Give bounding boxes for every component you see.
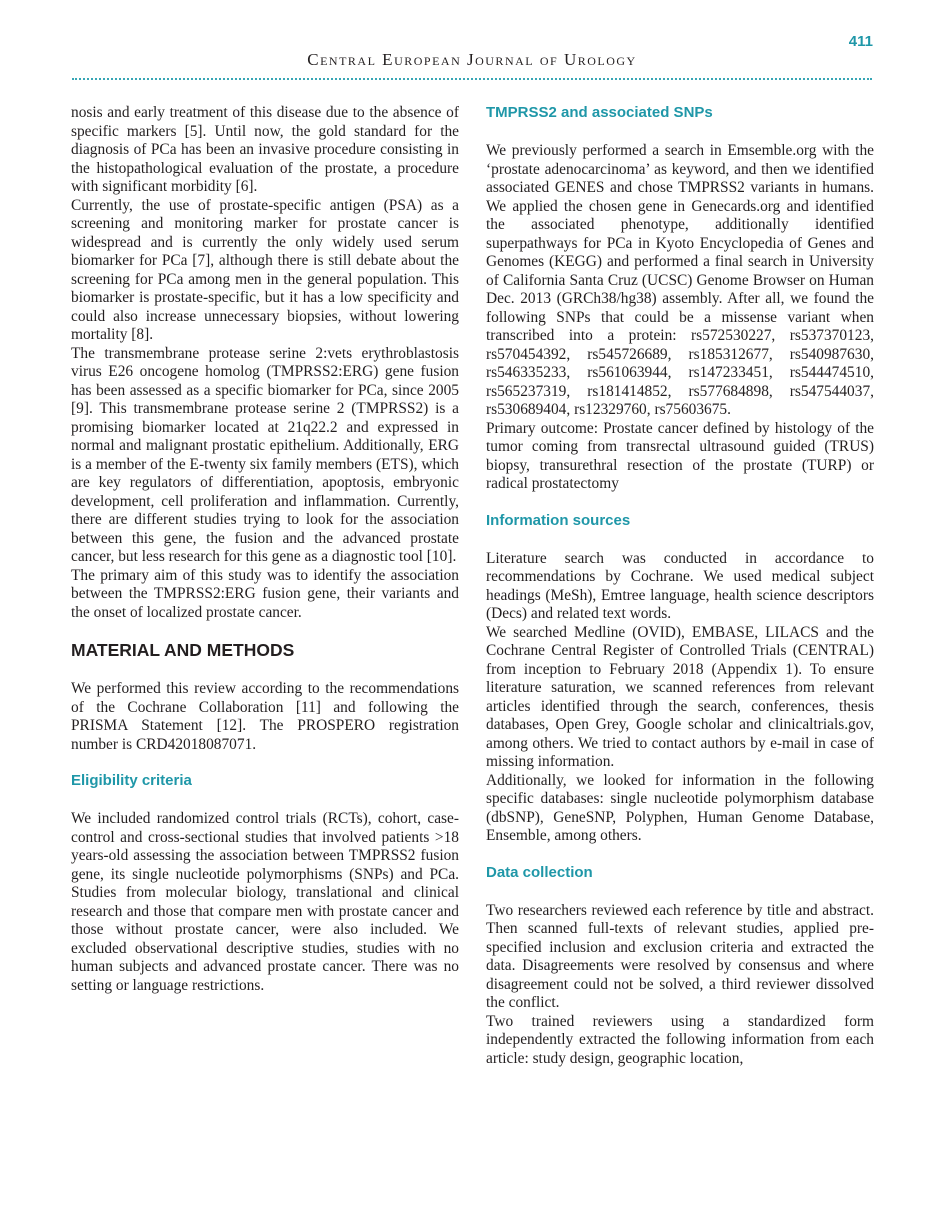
information-sources-heading: Information sources (486, 511, 631, 529)
header-divider (72, 78, 872, 80)
tmprss2-heading: TMPRSS2 and associated SNPs (486, 104, 713, 121)
intro-paragraph-3: The transmembrane protease serine 2:vets erythroblastosis virus E26 oncogene homolog (TMPRSS2:ERG) gene fusion has been assessed as a specific biomarker for PCa, since 2005 [9]. This transmembrane protease serine 2 (TMPRSS2) is a promising biomarker located at 21q22.2 and expressed in normal and malignant prostatic epithelium. Additionally, ERG is a member of the E-twenty six family members (ETS), which are key regulators of differentiation, apoptosis, embryonic development, cell proliferation and inflammation. Currently, there are different studies trying to look for the association between this gene, the fusion and the advanced prostate cancer, but less research for this gene as a diagnostic tool [10]. (71, 344, 459, 565)
intro-paragraph-4: The primary aim of this study was to identify the association between the TMPRSS2:ERG fusion gene, their variants and the onset of localized prostate cancer. (71, 566, 459, 621)
page-number: 411 (848, 33, 873, 50)
information-paragraph-3: Additionally, we looked for information in the following specific databases: single nucleotide polymorphism database (dbSNP), GeneSNP, Polyphen, Human Genome Database, Ensemble, among others. (486, 771, 874, 844)
tmprss2-paragraph-1: We previously performed a search in Emsemble.org with the ‘prostate adenocarcinoma’ as keyword, and then we identified associated GENES and chose TMPRSS2 variants in humans. We applied the chosen gene in Genecards.org and identified the associated phenotype, additionally identified superpathways for PCa in Kyoto Encyclopedia of Genes and Genomes (KEGG) and performed a final search in University of California Santa Cruz (UCSC) Genome Browser on Human Dec. 2013 (GRCh38/hg38) assembly. After all, we found the following SNPs that could be a missense variant when transcribed into a protein: rs572530227, rs537370123, rs570454392, rs545726689, rs185312677, rs540987630, rs546335233, rs561063944, rs147233451, rs544474510, rs565237319, rs181414852, rs577684898, rs547544037, rs530689404, rs12329760, rs75603675. (486, 142, 874, 418)
data-collection-paragraph-2: Two trained reviewers using a standardized form independently extracted the following information from each article: study design, geographic location, (486, 1012, 874, 1067)
right-column (486, 104, 874, 1068)
tmprss2-paragraph-2: Primary outcome: Prostate cancer defined by histology of the tumor coming from transrectal ultrasound guided (TRUS) biopsy, transurethral resection of the prostate (TURP) or radical prostatectomy (486, 419, 874, 492)
data-collection-paragraph-1: Two researchers reviewed each reference by title and abstract. Then scanned full-texts of relevant studies, applied pre-specified inclusion and exclusion criteria and extracted the data. Disagreements were resolved by consensus and where disagreement could not be solved, a third reviewer dissolved the conflict. (486, 901, 874, 1011)
eligibility-paragraph: We included randomized control trials (RCTs), cohort, case-control and cross-sectional studies that involved patients >18 years-old assessing the association between TMPRSS2 fusion gene, its single nucleotide polymorphisms (SNPs) and PCa. Studies from molecular biology, translational and clinical research and those that compare men with prostate cancer and those without prostate cancer, were also included. We excluded observational descriptive studies, studies with no human subjects and advanced prostate cancer. There was no setting or language restrictions. (71, 810, 459, 994)
eligibility-heading: Eligibility criteria (71, 772, 192, 789)
methods-heading: MATERIAL AND METHODS (71, 640, 295, 660)
journal-title: Central European Journal of Urology (307, 50, 637, 69)
information-paragraph-1: Literature search was conducted in accordance to recommendations by Cochrane. We used medical subject headings (MeSh), Emtree language, health science descriptors (Decs) and related text words. (486, 549, 874, 622)
methods-paragraph: We performed this review according to the recommendations of the Cochrane Collaboration [11] and following the PRISMA Statement [12]. The PROSPERO registration number is CRD42018087071. (71, 680, 459, 753)
intro-paragraph-2: Currently, the use of prostate-specific antigen (PSA) as a screening and monitoring marker for prostate cancer is widespread and is currently the only widely used serum biomarker for PCa [7], although there is still debate about the screening for PCa among men in the general population. This biomarker is prostate-specific, but it has a low specificity and could also increase unnecessary biopsies, without lowering mortality [8]. (71, 196, 459, 343)
data-collection-heading: Data collection (486, 863, 593, 881)
information-paragraph-2: We searched Medline (OVID), EMBASE, LILACS and the Cochrane Central Register of Controlled Trials (CENTRAL) from inception to February 2018 (Appendix 1). To ensure literature saturation, we scanned references from relevant articles identified through the search, conferences, thesis databases, Open Grey, Google scholar and clinicaltrials.gov, among others. We tried to contact authors by e-mail in case of missing information. (486, 623, 874, 770)
left-column (71, 104, 459, 995)
intro-paragraph-1: nosis and early treatment of this disease due to the absence of specific markers [5]. Until now, the gold standard for the diagnosis of PCa has been an invasive procedure consisting in the histopathological evaluation of the prostate, a procedure with significant morbidity [6]. (71, 104, 459, 195)
